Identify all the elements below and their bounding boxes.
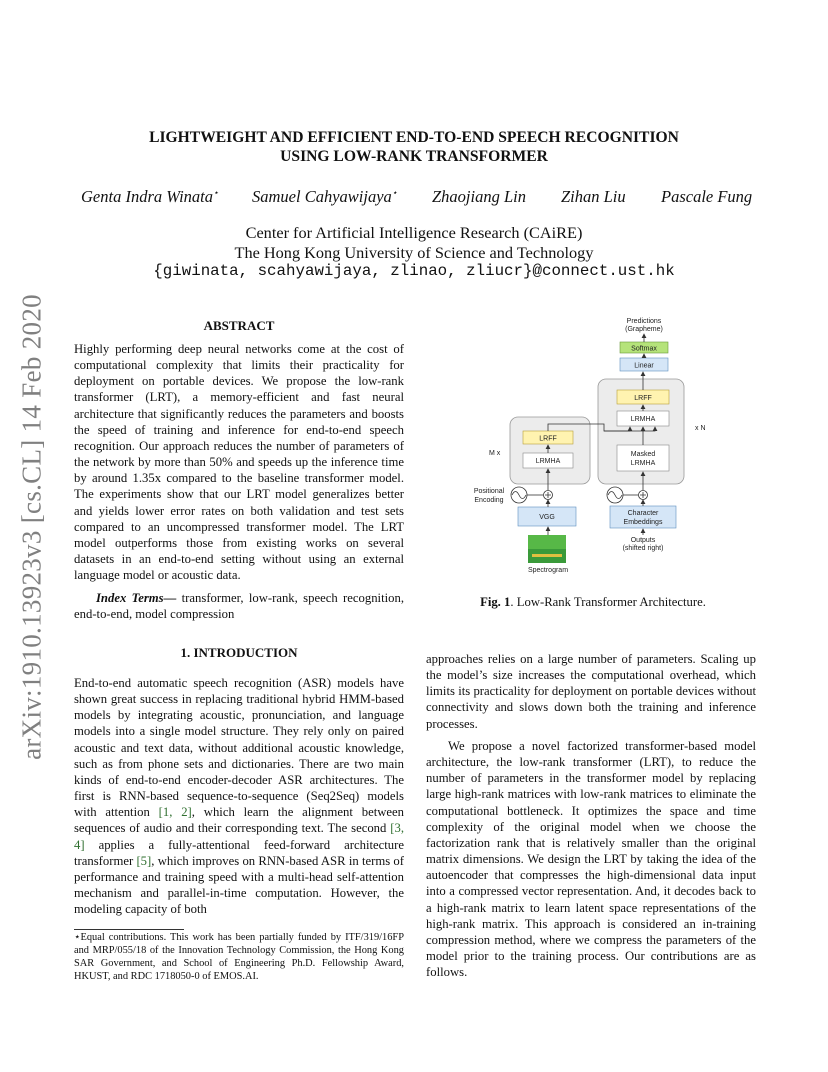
outputs-label: Outputs (630, 537, 656, 544)
index-terms (74, 590, 404, 622)
author-emails: {giwinata, scahyawijaya, zlinao, zliucr}@connect.ust.hk (153, 262, 675, 280)
index-terms-text: transformer, low-rank, speech recognition, end-to-end, model compression (74, 591, 404, 622)
embeddings-label: Embeddings (623, 519, 663, 526)
footnote-rule (74, 929, 184, 930)
abstract-heading: ABSTRACT (203, 318, 275, 333)
figure-caption-text: . Low-Rank Transformer Architecture. (510, 595, 706, 609)
repeat-m-label: M x (489, 450, 501, 457)
right-paragraph-2: We propose a novel factorized transformer-based model architecture, the low-rank transformer (LRT), to reduce the number of parameters in the transformer model by replacing large high-rank matrices with low-rank matrices to eliminate the computational bottleneck. It optimizes the space and time complexity of the original model when we choose the factorization rank that is relatively smaller than the original matrix dimensions. We design the LRT by taking the idea of the autoencoder that compresses the high-dimensional data input into a compressed vector representation. And, it decodes back to a high-rank matrix to learn latent space representations of the high-rank matrix. This approach is considered an in-training compression method, where we compress the parameters of the model prior to the training process. Our contributions are as follows. (426, 739, 756, 980)
citation-3-4[interactable]: [3, 4] (74, 821, 404, 852)
affiliation-line-2: The Hong Kong University of Science and Technology (234, 243, 594, 262)
spectrogram-label: Spectrogram (527, 567, 569, 574)
encoder-lrff-label: LRFF (539, 435, 557, 443)
index-terms-label: Index Terms— (96, 591, 177, 605)
decoder-lrff-label: LRFF (634, 395, 652, 402)
grapheme-label: (Grapheme) (625, 326, 663, 333)
author-4: Zihan Liu (561, 187, 626, 206)
citation-1-2[interactable]: [1, 2] (158, 805, 192, 820)
encoder-lrmha-label: LRMHA (535, 458, 561, 465)
masked-lrmha-label: LRMHA (630, 460, 656, 467)
author-3: Zhaojiang Lin (432, 187, 526, 206)
encoder-block-group (510, 417, 590, 484)
author-2: Samuel Cahyawijaya⋆ (252, 187, 398, 206)
paper-title (90, 128, 738, 166)
affiliation-line-1: Center for Artificial Intelligence Research (CAiRE) (245, 223, 583, 242)
repeat-n-label: x N (695, 425, 706, 432)
character-label: Character (627, 510, 659, 517)
softmax-label: Softmax (631, 345, 657, 353)
figure-label: Fig. 1 (480, 595, 511, 609)
abstract-text: Highly performing deep neural networks come at the cost of computational complexity that limits their practicality for deployment on portable devices. We propose the low-rank transformer (LRT), a memory-efficient and fast neural architecture that significantly reduces the parameters and boosts the speed of training and inference for end-to-end speech recognition. Our approach reduces the number of parameters of the network by more than 50% and speeds up the inference time by around 1.35x compared to the baseline transformer model. The experiments show that our LRT model generalizes better and yields lower error rates on both validation and test sets compared to an uncompressed transformer model. The LRT model outperforms those from existing works on several datasets in an end-to-end setting without using an external language model or acoustic data. (74, 342, 404, 583)
decoder-lrmha-label: LRMHA (630, 416, 656, 423)
masked-label: Masked (630, 451, 656, 458)
right-paragraph-1: approaches relies on a large number of parameters. Scaling up the model’s size increases the computational overhead, which limits its practicality for deployment on portable devices without connectivity and slows down both the training and inference processes. (426, 652, 756, 731)
encoding-label: Encoding (474, 497, 504, 504)
title-line-2: USING LOW-RANK TRANSFORMER (280, 148, 548, 165)
vgg-label: VGG (539, 514, 555, 521)
predictions-label: Predictions (626, 318, 662, 325)
introduction-paragraph: End-to-end automatic speech recognition (ASR) models have shown great success in replacing traditional hybrid HMM-based models by integrating acoustic, pronunciation, and language models into a single model structure. They rely only on paired acoustic and text data, without additional acoustic knowledge, such as from phone sets and dictionaries. There are two main kinds of end-to-end encoder-decoder ASR architectures. The first is RNN-based sequence-to-sequence (Seq2Seq) models with attention [1, 2], which learn the alignment between sequences of audio and their corresponding text. The second [3, 4] applies a fully-attentional feed-forward architecture transformer [5], which improves on RNN-based ASR in terms of performance and training speed with a multi-head self-attention mechanism and parallel-in-time computation. However, the modeling capacity of both (74, 676, 405, 917)
introduction-heading: 1. INTRODUCTION (180, 645, 298, 660)
citation-5[interactable]: [5] (136, 853, 152, 868)
figure-caption (430, 595, 756, 610)
masked-lrmha-box (617, 445, 669, 471)
author-5: Pascale Fung (661, 187, 753, 206)
arxiv-stamp (2, 287, 62, 767)
footnote: ⋆Equal contributions. This work has been partially funded by ITF/319/16FP and MRP/055/18 of the Innovation Technology Commission, the Hong Kong SAR Government, and School of Engineering Ph.D. Fellowship Award, HKUST, and RDC 1718050-0 of EMOS.AI. (74, 932, 404, 982)
title-line-1: LIGHTWEIGHT AND EFFICIENT END-TO-END SPEECH RECOGNITION (149, 129, 679, 146)
positional-label: Positional (473, 488, 505, 495)
architecture-figure (450, 310, 780, 580)
arxiv-id: arXiv:1910.13923v3 [cs.CL] 14 Feb 2020 (16, 294, 47, 760)
linear-label: Linear (634, 362, 654, 370)
author-1: Genta Indra Winata⋆ (81, 187, 219, 206)
shifted-right-label: (shifted right) (622, 545, 664, 552)
